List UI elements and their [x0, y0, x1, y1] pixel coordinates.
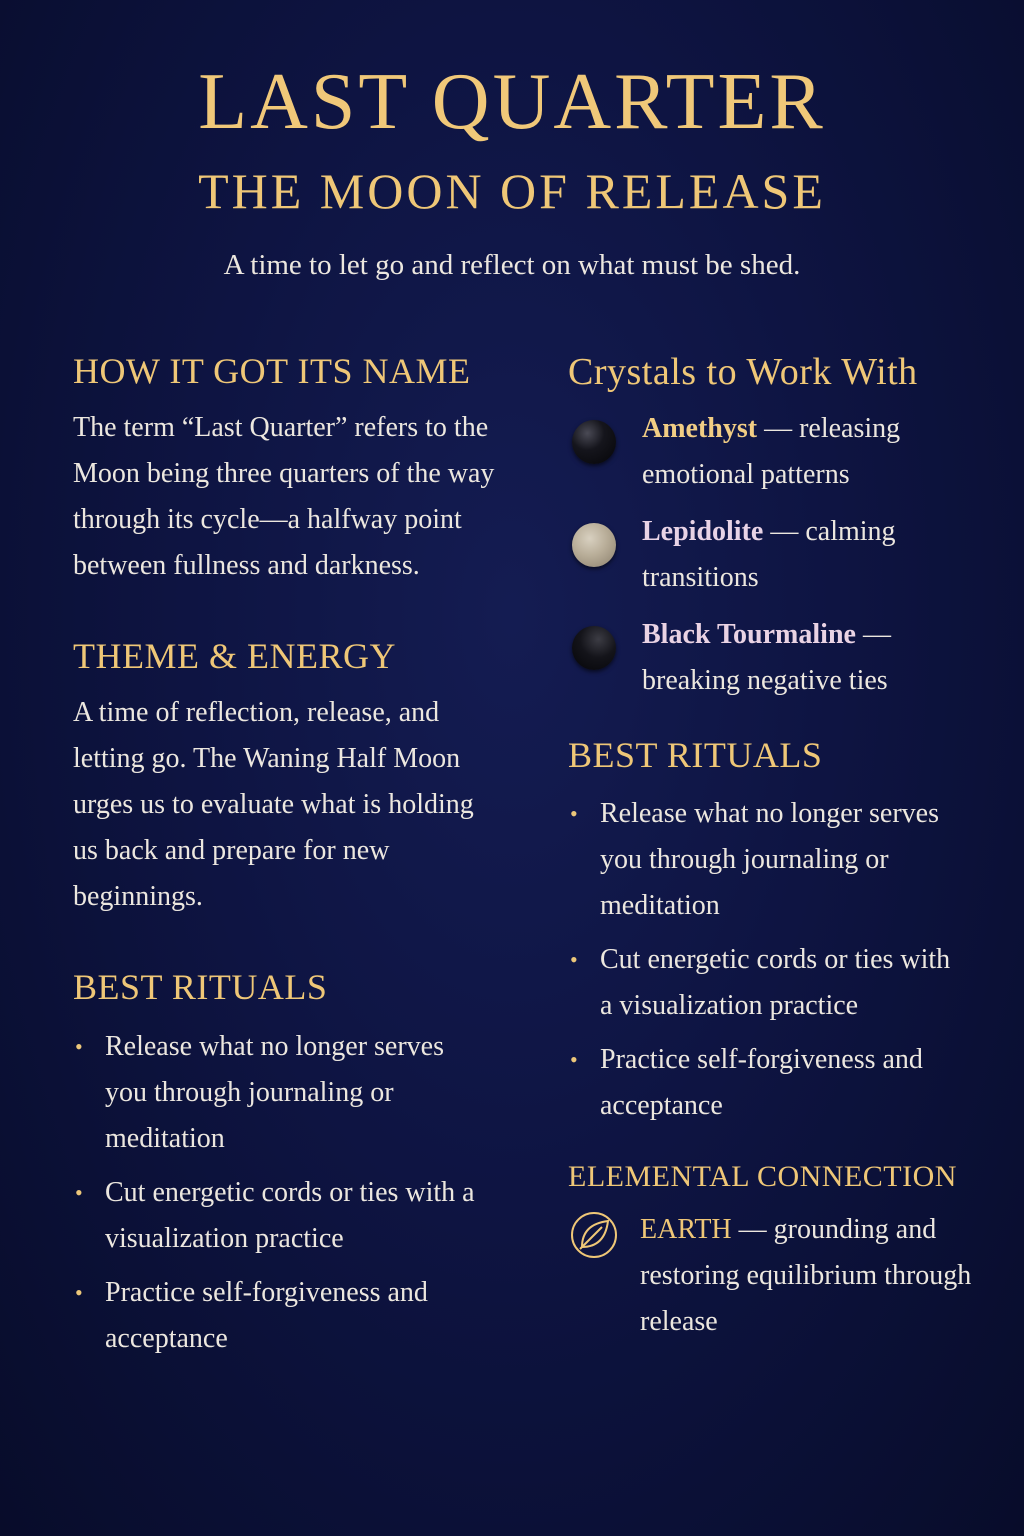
tagline: A time to let go and reflect on what must be shed. [223, 249, 801, 281]
black-tourmaline-stone-icon [572, 626, 616, 670]
ritual-text: Cut energetic cords or ties with a visualization practice [600, 943, 951, 1021]
crystal-desc: — releasing emotional patterns [642, 412, 901, 490]
crystal-name: Amethyst [642, 412, 758, 444]
bullet-icon: • [75, 1179, 83, 1205]
lepidolite-stone-icon [572, 523, 616, 567]
list-item [73, 1170, 483, 1262]
ritual-text: Practice self-forgiveness and acceptance [105, 1276, 428, 1354]
crystal-desc: — breaking negative ties [642, 618, 891, 696]
elemental-heading: ELEMENTAL CONNECTION [568, 1159, 957, 1193]
name-origin-text: The term “Last Quarter” refers to the Moon being three quarters of the way through its cycle—a halfway point between fullness and darkness. [73, 412, 495, 582]
element-desc: — grounding and restoring equilibrium through release [640, 1213, 972, 1337]
theme-text: A time of reflection, release, and letting go. The Waning Half Moon urges us to evaluate what is holding us back and prepare for new beginnings. [73, 697, 474, 913]
list-item [568, 937, 968, 1029]
list-item [73, 1024, 483, 1162]
amethyst-stone-icon [572, 420, 616, 464]
element-name: EARTH [640, 1213, 732, 1245]
ritual-text: Cut energetic cords or ties with a visualization practice [105, 1176, 475, 1254]
name-origin-heading: HOW IT GOT ITS NAME [73, 351, 471, 391]
list-item [568, 1037, 968, 1129]
bullet-icon: • [570, 1046, 578, 1072]
bullet-icon: • [570, 800, 578, 826]
left-column [73, 350, 513, 1370]
crystal-name: Black Tourmaline [642, 618, 856, 650]
crystal-item-lepidolite [568, 509, 988, 601]
crystals-list [568, 406, 988, 704]
list-item [73, 1270, 483, 1362]
crystal-item-black-tourmaline [568, 612, 988, 704]
rituals-list-right [568, 791, 968, 1129]
ritual-text: Release what no longer serves you through journaling or meditation [105, 1030, 444, 1154]
bullet-icon: • [75, 1279, 83, 1305]
list-item [568, 791, 968, 929]
page-subtitle: THE MOON OF RELEASE [198, 163, 826, 219]
theme-heading: THEME & ENERGY [73, 636, 396, 677]
crystal-item-amethyst [568, 406, 988, 498]
crystals-heading: Crystals to Work With [568, 351, 918, 393]
page-title: LAST QUARTER [198, 58, 826, 146]
ritual-text: Release what no longer serves you through journaling or meditation [600, 797, 939, 921]
bullet-icon: • [75, 1033, 83, 1059]
right-column [568, 350, 988, 1345]
elemental-connection [568, 1207, 980, 1345]
crystal-name: Lepidolite [642, 515, 764, 547]
crystal-desc: — calming transitions [642, 515, 896, 593]
rituals-heading-right: BEST RITUALS [568, 734, 823, 775]
rituals-list-left [73, 1024, 483, 1362]
bullet-icon: • [570, 946, 578, 972]
ritual-text: Practice self-forgiveness and acceptance [600, 1043, 923, 1121]
rituals-heading-left: BEST RITUALS [73, 967, 328, 1008]
leaf-icon [568, 1209, 620, 1261]
